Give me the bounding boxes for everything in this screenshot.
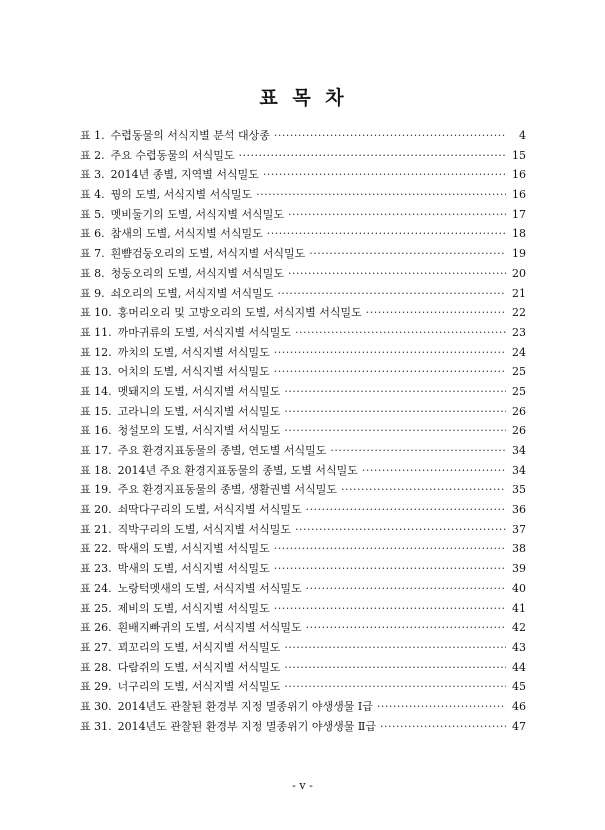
toc-entry-number: 표 8.: [80, 266, 105, 280]
dot-leader: [284, 382, 506, 402]
toc-entry[interactable]: [80, 185, 526, 205]
toc-entry-title: 흰뺨검둥오리의 도별, 서식지별 서식밀도: [110, 247, 306, 261]
toc-entry-page: 46: [512, 699, 526, 713]
toc-entry-label: [80, 264, 284, 284]
toc-entry-number: 표 20.: [80, 503, 112, 517]
toc-entry-title: 홍머리오리 및 고방오리의 도별, 서식지별 서식밀도: [117, 306, 362, 320]
page-number: - v -: [292, 779, 313, 792]
toc-entry-number: 표 1.: [80, 129, 105, 142]
toc-entry-page: 35: [512, 483, 526, 497]
toc-entry[interactable]: [80, 343, 526, 363]
toc-entry-title: 2014년 주요 환경지표동물의 종별, 도별 서식밀도: [117, 463, 358, 477]
toc-entry[interactable]: [80, 303, 526, 323]
toc-entry-number: 표 12.: [80, 345, 112, 359]
dot-leader: [288, 205, 506, 225]
toc-entry[interactable]: [80, 323, 526, 343]
toc-entry-label: [80, 205, 284, 225]
toc-entry-number: 표 19.: [80, 483, 112, 497]
toc-entry[interactable]: [80, 697, 526, 717]
toc-entry-title: 노랑턱멧새의 도별, 서식지별 서식밀도: [117, 581, 302, 595]
toc-entry-number: 표 17.: [80, 444, 112, 457]
dot-leader: [380, 717, 506, 737]
toc-entry-page: 42: [512, 621, 526, 635]
toc-entry[interactable]: [80, 284, 526, 304]
toc-entry-page: 25: [512, 365, 526, 379]
toc-entry-number: 표 7.: [80, 247, 105, 261]
toc-entry-page: 39: [512, 562, 526, 576]
toc-entry-label: [80, 717, 376, 737]
toc-list: [80, 126, 526, 736]
dot-leader: [284, 658, 506, 678]
toc-entry-page: 47: [512, 719, 526, 733]
toc-entry-label: [80, 244, 305, 264]
toc-entry-label: [80, 382, 280, 402]
toc-entry-title: 주요 환경지표동물의 종별, 연도별 서식밀도: [117, 444, 327, 457]
toc-entry-title: 까마귀류의 도별, 서식지별 서식밀도: [117, 325, 292, 339]
toc-entry-title: 고라니의 도별, 서식지별 서식밀도: [117, 404, 281, 418]
toc-entry-label: [80, 185, 252, 205]
toc-entry-title: 주요 수렵동물의 서식밀도: [110, 148, 235, 162]
toc-entry-label: [80, 500, 302, 520]
toc-entry-label: [80, 520, 291, 540]
toc-entry[interactable]: [80, 520, 526, 540]
toc-entry-label: [80, 638, 280, 658]
dot-leader: [274, 362, 506, 382]
toc-entry[interactable]: [80, 539, 526, 559]
toc-entry-page: 43: [512, 640, 526, 654]
dot-leader: [274, 599, 506, 619]
toc-entry[interactable]: [80, 264, 526, 284]
toc-entry-number: 표 22.: [80, 542, 112, 556]
toc-entry-title: 쇠오리의 도별, 서식지별 서식밀도: [110, 286, 274, 300]
dot-leader: [309, 244, 506, 264]
toc-entry[interactable]: [80, 441, 526, 461]
toc-entry-title: 너구리의 도별, 서식지별 서식밀도: [117, 680, 281, 694]
toc-entry-page: 44: [512, 660, 526, 674]
toc-entry-title: 청둥오리의 도별, 서식지별 서식밀도: [110, 266, 285, 280]
toc-entry-page: 26: [512, 424, 526, 438]
toc-entry-label: [80, 461, 358, 481]
toc-entry-label: [80, 362, 270, 382]
toc-entry-title: 꿩의 도별, 서식지별 서식밀도: [110, 188, 253, 202]
toc-entry-page: 37: [512, 522, 526, 536]
toc-entry-title: 2014년도 관찰된 환경부 지정 멸종위기 야생생물 Ⅰ급: [117, 699, 373, 713]
toc-entry[interactable]: [80, 402, 526, 422]
toc-entry-title: 2014년 종별, 지역별 서식밀도: [110, 168, 259, 182]
toc-entry-page: 20: [512, 266, 526, 280]
toc-entry[interactable]: [80, 618, 526, 638]
toc-entry-number: 표 11.: [80, 325, 112, 339]
dot-leader: [284, 421, 506, 441]
toc-entry[interactable]: [80, 461, 526, 481]
toc-entry[interactable]: [80, 362, 526, 382]
toc-entry[interactable]: [80, 224, 526, 244]
toc-entry-number: 표 25.: [80, 601, 112, 615]
toc-entry-page: 38: [512, 542, 526, 556]
dot-leader: [306, 618, 506, 638]
toc-entry-title: 직박구리의 도별, 서식지별 서식밀도: [117, 522, 292, 536]
dot-leader: [362, 461, 506, 481]
toc-entry-page: 16: [512, 168, 526, 182]
toc-entry[interactable]: [80, 480, 526, 500]
toc-entry-label: [80, 480, 337, 500]
toc-entry[interactable]: [80, 244, 526, 264]
dot-leader: [288, 264, 506, 284]
toc-entry-number: 표 6.: [80, 227, 105, 241]
toc-entry[interactable]: [80, 579, 526, 599]
toc-entry-label: [80, 677, 280, 697]
dot-leader: [256, 185, 506, 205]
toc-entry-number: 표 5.: [80, 207, 105, 221]
toc-entry-number: 표 2.: [80, 148, 105, 162]
dot-leader: [284, 638, 506, 658]
dot-leader: [295, 323, 506, 343]
toc-entry-label: [80, 402, 280, 422]
toc-entry[interactable]: [80, 717, 526, 737]
toc-entry-page: 4: [519, 129, 526, 142]
toc-entry-title: 꾀꼬리의 도별, 서식지별 서식밀도: [117, 640, 281, 654]
toc-entry[interactable]: [80, 165, 526, 185]
toc-entry-label: [80, 441, 326, 461]
toc-entry[interactable]: [80, 638, 526, 658]
dot-leader: [284, 402, 506, 422]
dot-leader: [366, 303, 506, 323]
toc-entry[interactable]: [80, 559, 526, 579]
toc-entry-number: 표 9.: [80, 286, 105, 300]
toc-entry-number: 표 16.: [80, 424, 112, 438]
toc-entry-title: 박새의 도별, 서식지별 서식밀도: [117, 562, 270, 576]
dot-leader: [277, 284, 506, 304]
page-title: 표 목 차: [259, 86, 346, 109]
dot-leader: [377, 697, 506, 717]
dot-leader: [306, 500, 506, 520]
toc-entry-label: [80, 343, 270, 363]
dot-leader: [274, 126, 506, 146]
toc-entry[interactable]: [80, 500, 526, 520]
toc-entry-number: 표 26.: [80, 621, 112, 635]
toc-entry-number: 표 14.: [80, 384, 112, 398]
toc-entry-title: 수렵동물의 서식지별 분석 대상종: [110, 129, 270, 142]
toc-entry-page: 26: [512, 404, 526, 418]
dot-leader: [284, 677, 506, 697]
toc-entry-page: 19: [512, 247, 526, 261]
toc-entry-number: 표 13.: [80, 365, 112, 379]
toc-entry-title: 멧돼지의 도별, 서식지별 서식밀도: [117, 384, 281, 398]
toc-entry-number: 표 4.: [80, 188, 105, 202]
toc-entry-title: 멧비둘기의 도별, 서식지별 서식밀도: [110, 207, 285, 221]
toc-entry-title: 다람쥐의 도별, 서식지별 서식밀도: [117, 660, 281, 674]
toc-entry-page: 18: [512, 227, 526, 241]
toc-entry-label: [80, 323, 291, 343]
toc-entry-number: 표 15.: [80, 404, 112, 418]
toc-entry[interactable]: [80, 205, 526, 225]
toc-entry-label: [80, 126, 270, 146]
toc-entry-page: 36: [512, 503, 526, 517]
toc-entry-number: 표 30.: [80, 699, 112, 713]
toc-entry-page: 34: [512, 444, 526, 457]
toc-entry-title: 쇠딱다구리의 도별, 서식지별 서식밀도: [117, 503, 302, 517]
toc-entry-number: 표 10.: [80, 306, 112, 320]
toc-entry-page: 45: [512, 680, 526, 694]
toc-entry-page: 24: [512, 345, 526, 359]
toc-entry-label: [80, 284, 273, 304]
toc-entry-title: 청설모의 도별, 서식지별 서식밀도: [117, 424, 281, 438]
toc-entry-page: 41: [512, 601, 526, 615]
toc-entry-number: 표 29.: [80, 680, 112, 694]
toc-entry[interactable]: [80, 421, 526, 441]
toc-entry-label: [80, 697, 373, 717]
toc-entry-label: [80, 559, 270, 579]
dot-leader: [341, 480, 506, 500]
toc-entry-label: [80, 599, 270, 619]
toc-entry-title: 제비의 도별, 서식지별 서식밀도: [117, 601, 270, 615]
dot-leader: [274, 559, 506, 579]
toc-entry[interactable]: [80, 677, 526, 697]
toc-entry-title: 딱새의 도별, 서식지별 서식밀도: [117, 542, 270, 556]
toc-entry[interactable]: [80, 382, 526, 402]
toc-entry-title: 2014년도 관찰된 환경부 지정 멸종위기 야생생물 Ⅱ급: [117, 719, 376, 733]
dot-leader: [263, 165, 506, 185]
toc-entry-label: [80, 224, 263, 244]
dot-leader: [330, 441, 506, 461]
toc-entry-number: 표 18.: [80, 463, 112, 477]
toc-entry-number: 표 28.: [80, 660, 112, 674]
toc-entry-number: 표 3.: [80, 168, 105, 182]
toc-entry-number: 표 24.: [80, 581, 112, 595]
toc-entry-page: 25: [512, 384, 526, 398]
dot-leader: [295, 520, 506, 540]
dot-leader: [274, 539, 506, 559]
dot-leader: [267, 224, 506, 244]
toc-entry-label: [80, 618, 302, 638]
toc-entry-label: [80, 146, 235, 166]
toc-entry-label: [80, 579, 302, 599]
toc-entry-page: 22: [512, 306, 526, 320]
toc-entry-title: 흰배지빠귀의 도별, 서식지별 서식밀도: [117, 621, 302, 635]
toc-entry-number: 표 23.: [80, 562, 112, 576]
toc-entry-title: 참새의 도별, 서식지별 서식밀도: [110, 227, 263, 241]
toc-entry-page: 40: [512, 581, 526, 595]
dot-leader: [306, 579, 506, 599]
toc-entry-label: [80, 539, 270, 559]
toc-entry[interactable]: [80, 126, 526, 146]
toc-entry-title: 어치의 도별, 서식지별 서식밀도: [117, 365, 270, 379]
toc-entry[interactable]: [80, 599, 526, 619]
toc-entry-page: 16: [512, 188, 526, 202]
toc-entry-label: [80, 303, 362, 323]
toc-entry-label: [80, 165, 259, 185]
toc-entry-number: 표 31.: [80, 719, 112, 733]
dot-leader: [239, 146, 506, 166]
toc-entry-number: 표 21.: [80, 522, 112, 536]
toc-entry-label: [80, 421, 280, 441]
toc-entry-page: 15: [512, 148, 526, 162]
toc-entry-page: 17: [512, 207, 526, 221]
toc-entry-page: 21: [512, 286, 526, 300]
toc-entry-title: 까치의 도별, 서식지별 서식밀도: [117, 345, 270, 359]
toc-entry-title: 주요 환경지표동물의 종별, 생활권별 서식밀도: [117, 483, 338, 497]
toc-entry-page: 34: [512, 463, 526, 477]
toc-entry-page: 23: [512, 325, 526, 339]
dot-leader: [274, 343, 506, 363]
toc-entry[interactable]: [80, 146, 526, 166]
toc-entry-number: 표 27.: [80, 640, 112, 654]
toc-entry[interactable]: [80, 658, 526, 678]
toc-entry-label: [80, 658, 280, 678]
